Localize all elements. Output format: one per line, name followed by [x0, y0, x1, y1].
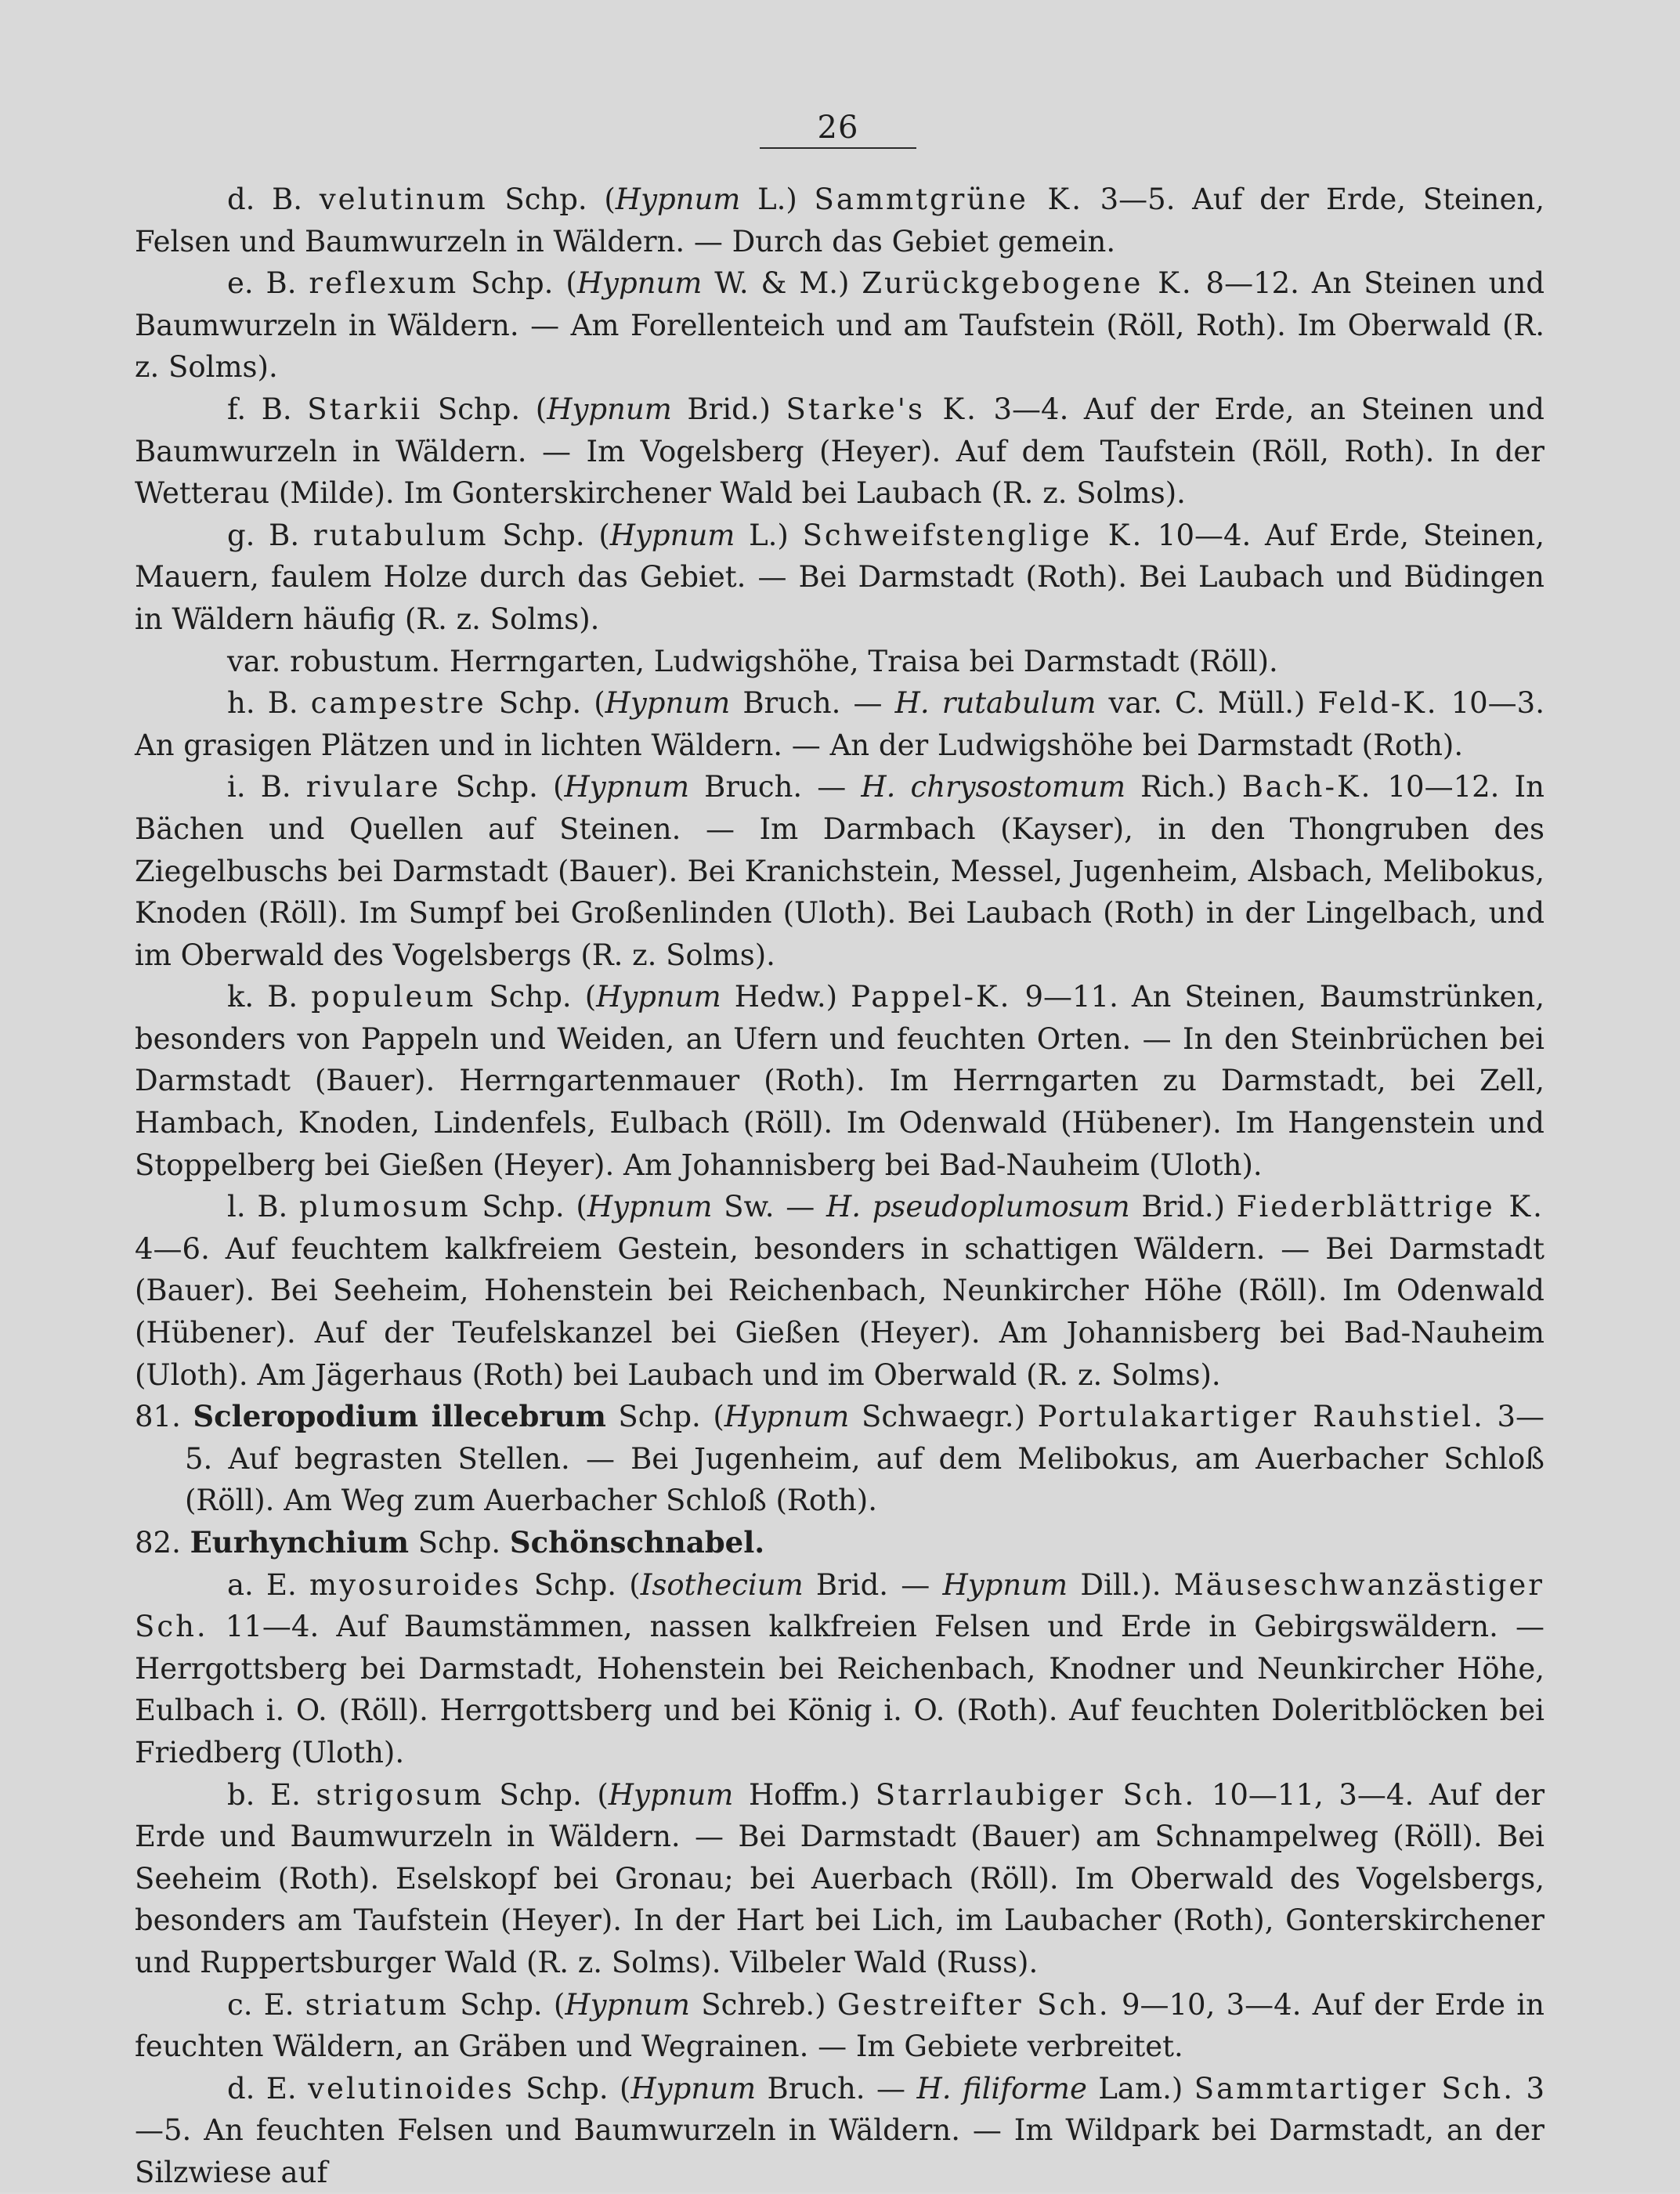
- entry-var-robustum: var. robustum. Herrngarten, Ludwigshöhe, Traisa bei Darmstadt (Röll).: [227, 644, 1278, 678]
- genus-81-scleropodium: 81. Scleropodium illecebrum Schp. (Hypnum Schwaegr.) Portulakartiger Rauhstiel. 3—5. Auf begrasten Stellen. — Bei Jugenheim, auf dem Melibokus, am Auerbacher Schloß (Röll). Am Weg zum Auerbacher Schloß (Roth).: [135, 1399, 1545, 1518]
- entry-e-striatum: c. E. striatum Schp. (Hypnum Schreb.) Gestreifter Sch. 9—10, 3—4. Auf der Erde in feuchten Wäldern, an Gräben und Wegrainen. — Im Gebiete verbreitet.: [135, 1987, 1545, 2064]
- body-text: [135, 179, 1545, 2194]
- entry-b-starkii: f. B. Starkii Schp. (Hypnum Brid.) Starke's K. 3—4. Auf der Erde, an Steinen und Baumwurzeln in Wäldern. — Im Vogelsberg (Heyer). Auf dem Taufstein (Röll, Roth). In der Wetterau (Milde). Im Gonterskirchener Wald bei Laubach (R. z. Solms).: [135, 392, 1545, 511]
- entry-b-campestre: h. B. campestre Schp. (Hypnum Bruch. — H. rutabulum var. C. Müll.) Feld-K. 10—3. An grasigen Plätzen und in lichten Wäldern. — An der Ludwigshöhe bei Darmstadt (Roth).: [135, 686, 1545, 762]
- page-number: 26: [817, 110, 859, 146]
- entry-e-velutinoides: d. E. velutinoides Schp. (Hypnum Bruch. — H. filiforme Lam.) Sammtartiger Sch. 3—5. An feuchten Felsen und Baumwurzeln in Wäldern. — Im Wildpark bei Darmstadt, an der Silzwiese auf: [135, 2071, 1545, 2189]
- entry-e-strigosum: b. E. strigosum Schp. (Hypnum Hoffm.) Starrlaubiger Sch. 10—11, 3—4. Auf der Erde und Baumwurzeln in Wäldern. — Bei Darmstadt (Bauer) am Schnampelweg (Röll). Bei Seeheim (Roth). Eselskopf bei Gronau; bei Auerbach (Röll). Im Oberwald des Vogelsbergs, besonders am Taufstein (Heyer). In der Hart bei Lich, im Laubacher (Roth), Gonterskirchener und Ruppertsburger Wald (R. z. Solms). Vilbeler Wald (Russ).: [135, 1777, 1545, 1979]
- entry-b-rivulare: i. B. rivulare Schp. (Hypnum Bruch. — H. chrysostomum Rich.) Bach-K. 10—12. In Bächen und Quellen auf Steinen. — Im Darmbach (Kayser), in den Thongruben des Ziegelbuschs bei Darmstadt (Bauer). Bei Kranichstein, Messel, Jugenheim, Alsbach, Melibokus, Knoden (Röll). Im Sumpf bei Großenlinden (Uloth). Bei Laubach (Roth) in der Lingelbach, und im Oberwald des Vogelsbergs (R. z. Solms).: [135, 770, 1545, 972]
- entry-b-velutinum: d. B. velutinum Schp. (Hypnum L.) Sammtgrüne K. 3—5. Auf der Erde, Steinen, Felsen und Baumwurzeln in Wäldern. — Durch das Gebiet gemein.: [135, 183, 1545, 258]
- page-number-rule: [760, 147, 916, 149]
- genus-82-eurhynchium: 82. Eurhynchium Schp. Schönschnabel.: [135, 1525, 765, 1560]
- entry-b-rutabulum: g. B. rutabulum Schp. (Hypnum L.) Schweifstenglige K. 10—4. Auf Erde, Steinen, Mauern, faulem Holze durch das Gebiet. — Bei Darmstadt (Roth). Bei Laubach und Büdingen in Wäldern häufig (R. z. Solms).: [135, 518, 1545, 636]
- entry-b-reflexum: e. B. reflexum Schp. (Hypnum W. & M.) Zurückgebogene K. 8—12. An Steinen und Baumwurzeln in Wäldern. — Am Forellenteich und am Taufstein (Röll, Roth). Im Oberwald (R. z. Solms).: [135, 266, 1545, 385]
- entry-e-myosuroides: a. E. myosuroides Schp. (Isothecium Brid. — Hypnum Dill.). Mäuseschwanzästiger Sch. 11—4. Auf Baumstämmen, nassen kalkfreien Felsen und Erde in Gebirgswäldern. — Herrgottsberg bei Darmstadt, Hohenstein bei Reichenbach, Knodner und Neunkircher Höhe, Eulbach i. O. (Röll). Herrgottsberg und bei König i. O. (Roth). Auf feuchten Doleritblöcken bei Friedberg (Uloth).: [135, 1567, 1545, 1769]
- entry-b-populeum: k. B. populeum Schp. (Hypnum Hedw.) Pappel-K. 9—11. An Steinen, Baumstrünken, besonders von Pappeln und Weiden, an Ufern und feuchten Orten. — In den Steinbrüchen bei Darmstadt (Bauer). Herrngartenmauer (Roth). Im Herrngarten zu Darmstadt, bei Zell, Hambach, Knoden, Lindenfels, Eulbach (Röll). Im Odenwald (Hübener). Im Hangenstein und Stoppelberg bei Gießen (Heyer). Am Johannisberg bei Bad-Nauheim (Uloth).: [135, 980, 1545, 1182]
- entry-b-plumosum: l. B. plumosum Schp. (Hypnum Sw. — H. pseudoplumosum Brid.) Fiederblättrige K. 4—6. Auf feuchtem kalkfreiem Gestein, besonders in schattigen Wäldern. — Bei Darmstadt (Bauer). Bei Seeheim, Hohenstein bei Reichenbach, Neunkircher Höhe (Röll). Im Odenwald (Hübener). Auf der Teufelskanzel bei Gießen (Heyer). Am Johannisberg bei Bad-Nauheim (Uloth). Am Jägerhaus (Roth) bei Laubach und im Oberwald (R. z. Solms).: [135, 1190, 1545, 1392]
